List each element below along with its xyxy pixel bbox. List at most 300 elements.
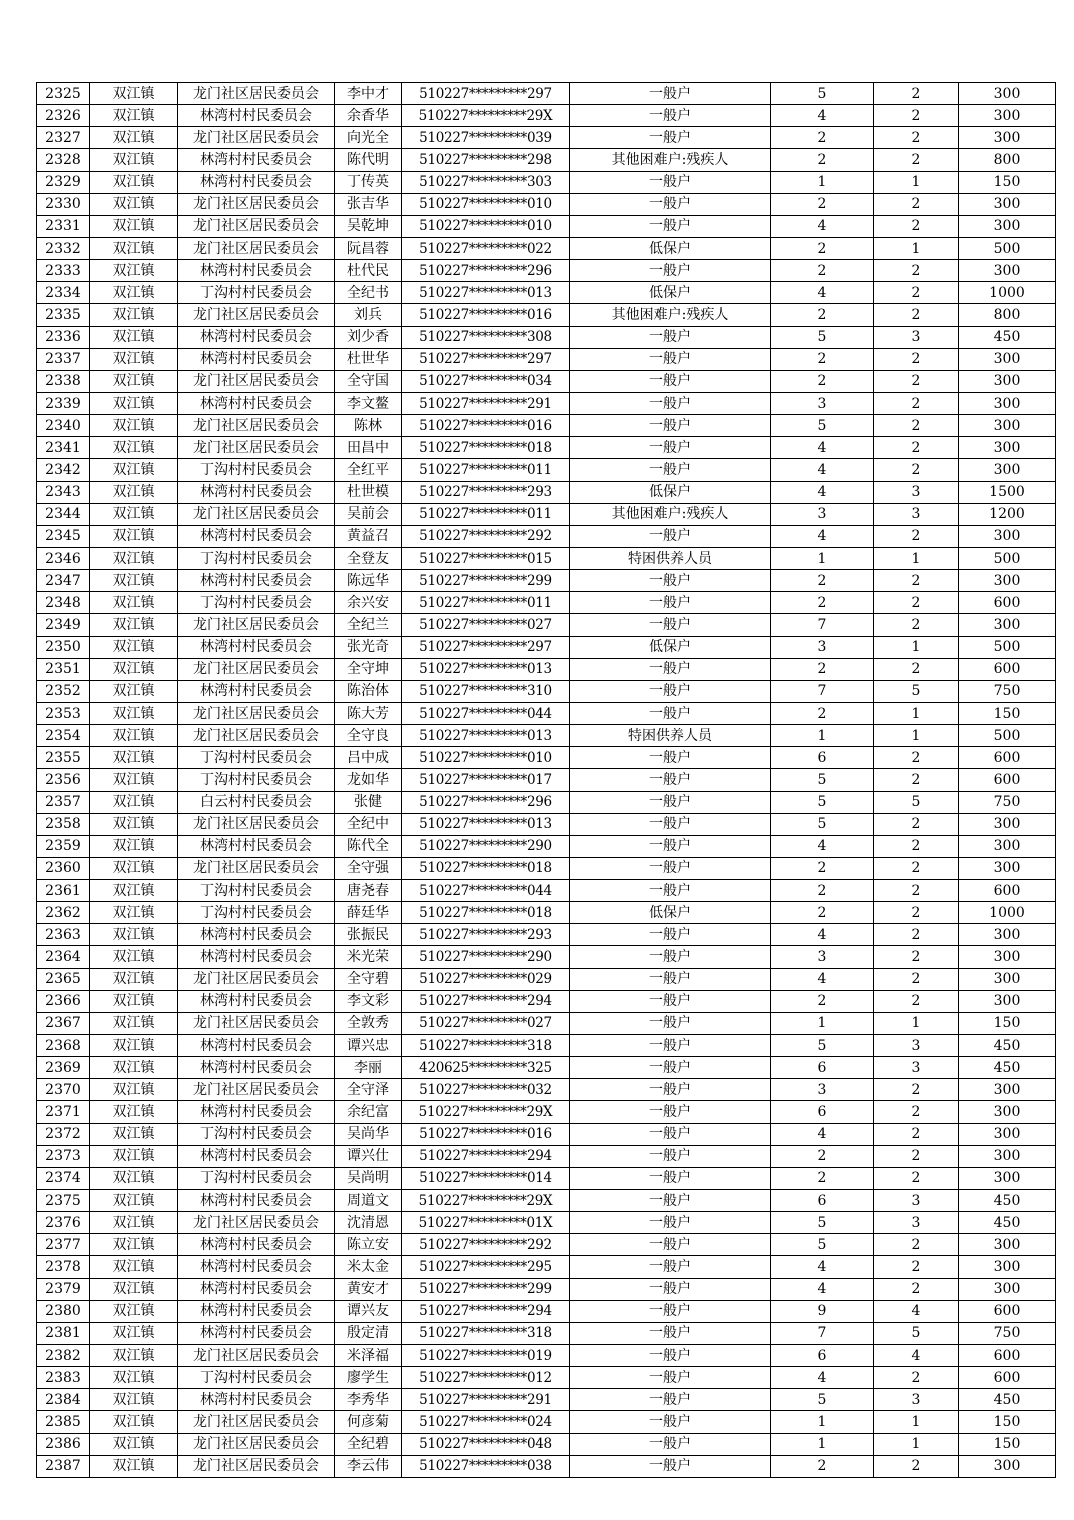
count-cell: 2	[874, 813, 959, 835]
town-cell: 双江镇	[90, 1256, 178, 1278]
name-cell: 吕中成	[335, 747, 402, 769]
amount-cell: 150	[959, 1012, 1056, 1034]
row-number-cell: 2363	[37, 924, 90, 946]
amount-cell: 800	[959, 149, 1056, 171]
committee-cell: 龙门社区居民委员会	[178, 437, 335, 459]
town-cell: 双江镇	[90, 215, 178, 237]
family-size-cell: 4	[771, 1256, 874, 1278]
family-size-cell: 1	[771, 725, 874, 747]
amount-cell: 300	[959, 83, 1056, 105]
table-row	[37, 835, 1056, 857]
family-size-cell: 1	[771, 1012, 874, 1034]
amount-cell: 800	[959, 304, 1056, 326]
family-size-cell: 5	[771, 1212, 874, 1234]
town-cell: 双江镇	[90, 1322, 178, 1344]
table-row	[37, 1167, 1056, 1189]
id-number-cell: 510227*********308	[402, 326, 570, 348]
row-number-cell: 2379	[37, 1278, 90, 1300]
amount-cell: 450	[959, 1389, 1056, 1411]
amount-cell: 300	[959, 127, 1056, 149]
row-number-cell: 2355	[37, 747, 90, 769]
name-cell: 陈大芳	[335, 702, 402, 724]
name-cell: 陈代全	[335, 835, 402, 857]
row-number-cell: 2358	[37, 813, 90, 835]
id-number-cell: 510227*********015	[402, 547, 570, 569]
id-number-cell: 510227*********293	[402, 481, 570, 503]
town-cell: 双江镇	[90, 547, 178, 569]
amount-cell: 300	[959, 1079, 1056, 1101]
table-row	[37, 1256, 1056, 1278]
count-cell: 2	[874, 1234, 959, 1256]
household-type-cell: 低保户	[570, 282, 771, 304]
table-row	[37, 880, 1056, 902]
family-size-cell: 2	[771, 592, 874, 614]
count-cell: 2	[874, 1167, 959, 1189]
household-type-cell: 一般户	[570, 1012, 771, 1034]
row-number-cell: 2330	[37, 193, 90, 215]
town-cell: 双江镇	[90, 193, 178, 215]
town-cell: 双江镇	[90, 1433, 178, 1455]
town-cell: 双江镇	[90, 1035, 178, 1057]
amount-cell: 1000	[959, 282, 1056, 304]
committee-cell: 林湾村村民委员会	[178, 481, 335, 503]
table-row	[37, 348, 1056, 370]
count-cell: 1	[874, 237, 959, 259]
committee-cell: 林湾村村民委员会	[178, 570, 335, 592]
household-type-cell: 一般户	[570, 1035, 771, 1057]
amount-cell: 500	[959, 237, 1056, 259]
town-cell: 双江镇	[90, 1300, 178, 1322]
committee-cell: 林湾村村民委员会	[178, 946, 335, 968]
amount-cell: 500	[959, 636, 1056, 658]
household-type-cell: 其他困难户:残疾人	[570, 503, 771, 525]
family-size-cell: 9	[771, 1300, 874, 1322]
town-cell: 双江镇	[90, 237, 178, 259]
town-cell: 双江镇	[90, 880, 178, 902]
name-cell: 全纪兰	[335, 614, 402, 636]
committee-cell: 龙门社区居民委员会	[178, 614, 335, 636]
table-row	[37, 990, 1056, 1012]
name-cell: 龙如华	[335, 769, 402, 791]
family-size-cell: 2	[771, 658, 874, 680]
household-type-cell: 一般户	[570, 968, 771, 990]
name-cell: 全登友	[335, 547, 402, 569]
family-size-cell: 4	[771, 525, 874, 547]
row-number-cell: 2351	[37, 658, 90, 680]
name-cell: 李丽	[335, 1057, 402, 1079]
count-cell: 4	[874, 1345, 959, 1367]
family-size-cell: 2	[771, 237, 874, 259]
table-row	[37, 791, 1056, 813]
household-type-cell: 一般户	[570, 1167, 771, 1189]
household-type-cell: 一般户	[570, 83, 771, 105]
household-type-cell: 一般户	[570, 193, 771, 215]
household-type-cell: 一般户	[570, 1322, 771, 1344]
family-size-cell: 1	[771, 1433, 874, 1455]
count-cell: 2	[874, 946, 959, 968]
town-cell: 双江镇	[90, 769, 178, 791]
count-cell: 3	[874, 1190, 959, 1212]
household-type-cell: 一般户	[570, 1212, 771, 1234]
table-row	[37, 1212, 1056, 1234]
amount-cell: 300	[959, 835, 1056, 857]
committee-cell: 林湾村村民委员会	[178, 1300, 335, 1322]
name-cell: 吴乾坤	[335, 215, 402, 237]
name-cell: 阮昌蓉	[335, 237, 402, 259]
household-type-cell: 一般户	[570, 392, 771, 414]
household-type-cell: 一般户	[570, 702, 771, 724]
table-row	[37, 171, 1056, 193]
id-number-cell: 510227*********034	[402, 370, 570, 392]
count-cell: 2	[874, 857, 959, 879]
table-row	[37, 415, 1056, 437]
name-cell: 张振民	[335, 924, 402, 946]
committee-cell: 丁沟村村民委员会	[178, 547, 335, 569]
table-row	[37, 1433, 1056, 1455]
family-size-cell: 2	[771, 127, 874, 149]
household-type-cell: 一般户	[570, 1123, 771, 1145]
name-cell: 全纪中	[335, 813, 402, 835]
count-cell: 2	[874, 658, 959, 680]
row-number-cell: 2369	[37, 1057, 90, 1079]
name-cell: 黄安才	[335, 1278, 402, 1300]
id-number-cell: 510227*********012	[402, 1367, 570, 1389]
id-number-cell: 510227*********013	[402, 813, 570, 835]
town-cell: 双江镇	[90, 946, 178, 968]
amount-cell: 600	[959, 1345, 1056, 1367]
id-number-cell: 510227*********295	[402, 1256, 570, 1278]
count-cell: 2	[874, 924, 959, 946]
amount-cell: 150	[959, 702, 1056, 724]
household-type-cell: 一般户	[570, 747, 771, 769]
name-cell: 谭兴仕	[335, 1145, 402, 1167]
household-type-cell: 一般户	[570, 171, 771, 193]
family-size-cell: 2	[771, 1145, 874, 1167]
row-number-cell: 2343	[37, 481, 90, 503]
name-cell: 余兴安	[335, 592, 402, 614]
table-row	[37, 614, 1056, 636]
household-type-cell: 一般户	[570, 880, 771, 902]
town-cell: 双江镇	[90, 1167, 178, 1189]
family-size-cell: 3	[771, 503, 874, 525]
count-cell: 2	[874, 570, 959, 592]
town-cell: 双江镇	[90, 636, 178, 658]
id-number-cell: 510227*********011	[402, 459, 570, 481]
town-cell: 双江镇	[90, 1234, 178, 1256]
household-type-cell: 一般户	[570, 857, 771, 879]
town-cell: 双江镇	[90, 813, 178, 835]
household-type-cell: 一般户	[570, 105, 771, 127]
committee-cell: 丁沟村村民委员会	[178, 902, 335, 924]
family-size-cell: 4	[771, 481, 874, 503]
family-size-cell: 2	[771, 570, 874, 592]
committee-cell: 龙门社区居民委员会	[178, 193, 335, 215]
table-row	[37, 1123, 1056, 1145]
row-number-cell: 2373	[37, 1145, 90, 1167]
family-size-cell: 4	[771, 968, 874, 990]
family-size-cell: 6	[771, 747, 874, 769]
committee-cell: 林湾村村民委员会	[178, 105, 335, 127]
family-size-cell: 5	[771, 83, 874, 105]
count-cell: 2	[874, 260, 959, 282]
family-size-cell: 1	[771, 1411, 874, 1433]
name-cell: 余香华	[335, 105, 402, 127]
id-number-cell: 510227*********294	[402, 1300, 570, 1322]
name-cell: 陈远华	[335, 570, 402, 592]
name-cell: 杜代民	[335, 260, 402, 282]
town-cell: 双江镇	[90, 1101, 178, 1123]
town-cell: 双江镇	[90, 791, 178, 813]
id-number-cell: 510227*********010	[402, 193, 570, 215]
table-row	[37, 282, 1056, 304]
id-number-cell: 510227*********013	[402, 658, 570, 680]
committee-cell: 林湾村村民委员会	[178, 1256, 335, 1278]
row-number-cell: 2354	[37, 725, 90, 747]
family-size-cell: 2	[771, 370, 874, 392]
name-cell: 沈清恩	[335, 1212, 402, 1234]
family-size-cell: 4	[771, 437, 874, 459]
row-number-cell: 2344	[37, 503, 90, 525]
row-number-cell: 2339	[37, 392, 90, 414]
amount-cell: 300	[959, 1256, 1056, 1278]
count-cell: 2	[874, 1278, 959, 1300]
id-number-cell: 420625*********325	[402, 1057, 570, 1079]
town-cell: 双江镇	[90, 348, 178, 370]
table-row	[37, 1035, 1056, 1057]
household-type-cell: 一般户	[570, 437, 771, 459]
id-number-cell: 510227*********018	[402, 437, 570, 459]
amount-cell: 1000	[959, 902, 1056, 924]
committee-cell: 龙门社区居民委员会	[178, 1345, 335, 1367]
household-type-cell: 低保户	[570, 636, 771, 658]
table-row	[37, 902, 1056, 924]
name-cell: 陈林	[335, 415, 402, 437]
family-size-cell: 4	[771, 1123, 874, 1145]
count-cell: 2	[874, 902, 959, 924]
committee-cell: 林湾村村民委员会	[178, 924, 335, 946]
amount-cell: 300	[959, 1101, 1056, 1123]
committee-cell: 龙门社区居民委员会	[178, 237, 335, 259]
amount-cell: 300	[959, 1234, 1056, 1256]
row-number-cell: 2346	[37, 547, 90, 569]
town-cell: 双江镇	[90, 680, 178, 702]
town-cell: 双江镇	[90, 592, 178, 614]
household-type-cell: 一般户	[570, 570, 771, 592]
family-size-cell: 6	[771, 1190, 874, 1212]
amount-cell: 300	[959, 924, 1056, 946]
household-type-cell: 一般户	[570, 1190, 771, 1212]
name-cell: 陈治体	[335, 680, 402, 702]
amount-cell: 500	[959, 725, 1056, 747]
count-cell: 2	[874, 370, 959, 392]
committee-cell: 龙门社区居民委员会	[178, 725, 335, 747]
committee-cell: 林湾村村民委员会	[178, 149, 335, 171]
name-cell: 李云伟	[335, 1455, 402, 1477]
table-row	[37, 304, 1056, 326]
family-size-cell: 5	[771, 1035, 874, 1057]
row-number-cell: 2382	[37, 1345, 90, 1367]
table-row	[37, 437, 1056, 459]
committee-cell: 龙门社区居民委员会	[178, 83, 335, 105]
committee-cell: 林湾村村民委员会	[178, 1035, 335, 1057]
id-number-cell: 510227*********293	[402, 924, 570, 946]
row-number-cell: 2326	[37, 105, 90, 127]
name-cell: 全纪书	[335, 282, 402, 304]
committee-cell: 丁沟村村民委员会	[178, 1367, 335, 1389]
count-cell: 1	[874, 547, 959, 569]
amount-cell: 300	[959, 1145, 1056, 1167]
town-cell: 双江镇	[90, 304, 178, 326]
count-cell: 2	[874, 83, 959, 105]
family-size-cell: 5	[771, 1389, 874, 1411]
household-type-cell: 一般户	[570, 680, 771, 702]
name-cell: 全敦秀	[335, 1012, 402, 1034]
household-type-cell: 特困供养人员	[570, 725, 771, 747]
household-type-cell: 一般户	[570, 946, 771, 968]
family-size-cell: 2	[771, 149, 874, 171]
name-cell: 丁传英	[335, 171, 402, 193]
committee-cell: 林湾村村民委员会	[178, 1278, 335, 1300]
name-cell: 余纪富	[335, 1101, 402, 1123]
town-cell: 双江镇	[90, 1212, 178, 1234]
committee-cell: 林湾村村民委员会	[178, 392, 335, 414]
family-size-cell: 5	[771, 813, 874, 835]
table-row	[37, 503, 1056, 525]
name-cell: 殷定清	[335, 1322, 402, 1344]
amount-cell: 300	[959, 990, 1056, 1012]
name-cell: 李中才	[335, 83, 402, 105]
id-number-cell: 510227*********292	[402, 525, 570, 547]
count-cell: 3	[874, 1212, 959, 1234]
name-cell: 全纪碧	[335, 1433, 402, 1455]
count-cell: 2	[874, 437, 959, 459]
committee-cell: 龙门社区居民委员会	[178, 415, 335, 437]
table-row	[37, 968, 1056, 990]
amount-cell: 300	[959, 1278, 1056, 1300]
name-cell: 李秀华	[335, 1389, 402, 1411]
committee-cell: 丁沟村村民委员会	[178, 747, 335, 769]
amount-cell: 300	[959, 813, 1056, 835]
id-number-cell: 510227*********010	[402, 215, 570, 237]
id-number-cell: 510227*********011	[402, 592, 570, 614]
id-number-cell: 510227*********291	[402, 1389, 570, 1411]
family-size-cell: 7	[771, 680, 874, 702]
count-cell: 2	[874, 392, 959, 414]
table-row	[37, 525, 1056, 547]
committee-cell: 林湾村村民委员会	[178, 1101, 335, 1123]
committee-cell: 林湾村村民委员会	[178, 990, 335, 1012]
id-number-cell: 510227*********29X	[402, 105, 570, 127]
town-cell: 双江镇	[90, 415, 178, 437]
committee-cell: 龙门社区居民委员会	[178, 813, 335, 835]
count-cell: 2	[874, 747, 959, 769]
household-type-cell: 一般户	[570, 459, 771, 481]
row-number-cell: 2329	[37, 171, 90, 193]
committee-cell: 龙门社区居民委员会	[178, 1411, 335, 1433]
household-table	[36, 82, 1056, 1478]
family-size-cell: 4	[771, 924, 874, 946]
family-size-cell: 5	[771, 791, 874, 813]
table-row	[37, 658, 1056, 680]
amount-cell: 300	[959, 459, 1056, 481]
household-type-cell: 一般户	[570, 1389, 771, 1411]
name-cell: 吴尚华	[335, 1123, 402, 1145]
row-number-cell: 2357	[37, 791, 90, 813]
household-type-cell: 其他困难户:残疾人	[570, 304, 771, 326]
family-size-cell: 3	[771, 1079, 874, 1101]
amount-cell: 600	[959, 880, 1056, 902]
household-type-cell: 一般户	[570, 326, 771, 348]
family-size-cell: 2	[771, 260, 874, 282]
row-number-cell: 2385	[37, 1411, 90, 1433]
household-type-cell: 其他困难户:残疾人	[570, 149, 771, 171]
household-type-cell: 一般户	[570, 592, 771, 614]
row-number-cell: 2338	[37, 370, 90, 392]
name-cell: 全守强	[335, 857, 402, 879]
id-number-cell: 510227*********299	[402, 570, 570, 592]
id-number-cell: 510227*********017	[402, 769, 570, 791]
name-cell: 张吉华	[335, 193, 402, 215]
town-cell: 双江镇	[90, 902, 178, 924]
committee-cell: 林湾村村民委员会	[178, 1234, 335, 1256]
town-cell: 双江镇	[90, 459, 178, 481]
town-cell: 双江镇	[90, 1079, 178, 1101]
amount-cell: 300	[959, 260, 1056, 282]
table-row	[37, 702, 1056, 724]
table-row	[37, 1367, 1056, 1389]
household-type-cell: 一般户	[570, 1145, 771, 1167]
amount-cell: 600	[959, 769, 1056, 791]
household-type-cell: 一般户	[570, 1278, 771, 1300]
name-cell: 米太金	[335, 1256, 402, 1278]
name-cell: 陈立安	[335, 1234, 402, 1256]
row-number-cell: 2364	[37, 946, 90, 968]
town-cell: 双江镇	[90, 725, 178, 747]
name-cell: 全守碧	[335, 968, 402, 990]
amount-cell: 300	[959, 857, 1056, 879]
row-number-cell: 2387	[37, 1455, 90, 1477]
amount-cell: 750	[959, 680, 1056, 702]
count-cell: 3	[874, 326, 959, 348]
town-cell: 双江镇	[90, 1057, 178, 1079]
name-cell: 廖学生	[335, 1367, 402, 1389]
town-cell: 双江镇	[90, 525, 178, 547]
family-size-cell: 2	[771, 902, 874, 924]
town-cell: 双江镇	[90, 481, 178, 503]
id-number-cell: 510227*********044	[402, 702, 570, 724]
amount-cell: 450	[959, 1190, 1056, 1212]
amount-cell: 300	[959, 1167, 1056, 1189]
count-cell: 2	[874, 880, 959, 902]
id-number-cell: 510227*********297	[402, 83, 570, 105]
id-number-cell: 510227*********318	[402, 1035, 570, 1057]
count-cell: 2	[874, 1145, 959, 1167]
row-number-cell: 2347	[37, 570, 90, 592]
amount-cell: 600	[959, 1367, 1056, 1389]
row-number-cell: 2336	[37, 326, 90, 348]
town-cell: 双江镇	[90, 924, 178, 946]
row-number-cell: 2337	[37, 348, 90, 370]
count-cell: 2	[874, 304, 959, 326]
count-cell: 1	[874, 1012, 959, 1034]
count-cell: 3	[874, 481, 959, 503]
id-number-cell: 510227*********016	[402, 1123, 570, 1145]
row-number-cell: 2365	[37, 968, 90, 990]
id-number-cell: 510227*********032	[402, 1079, 570, 1101]
household-type-cell: 一般户	[570, 1256, 771, 1278]
town-cell: 双江镇	[90, 658, 178, 680]
amount-cell: 300	[959, 1123, 1056, 1145]
